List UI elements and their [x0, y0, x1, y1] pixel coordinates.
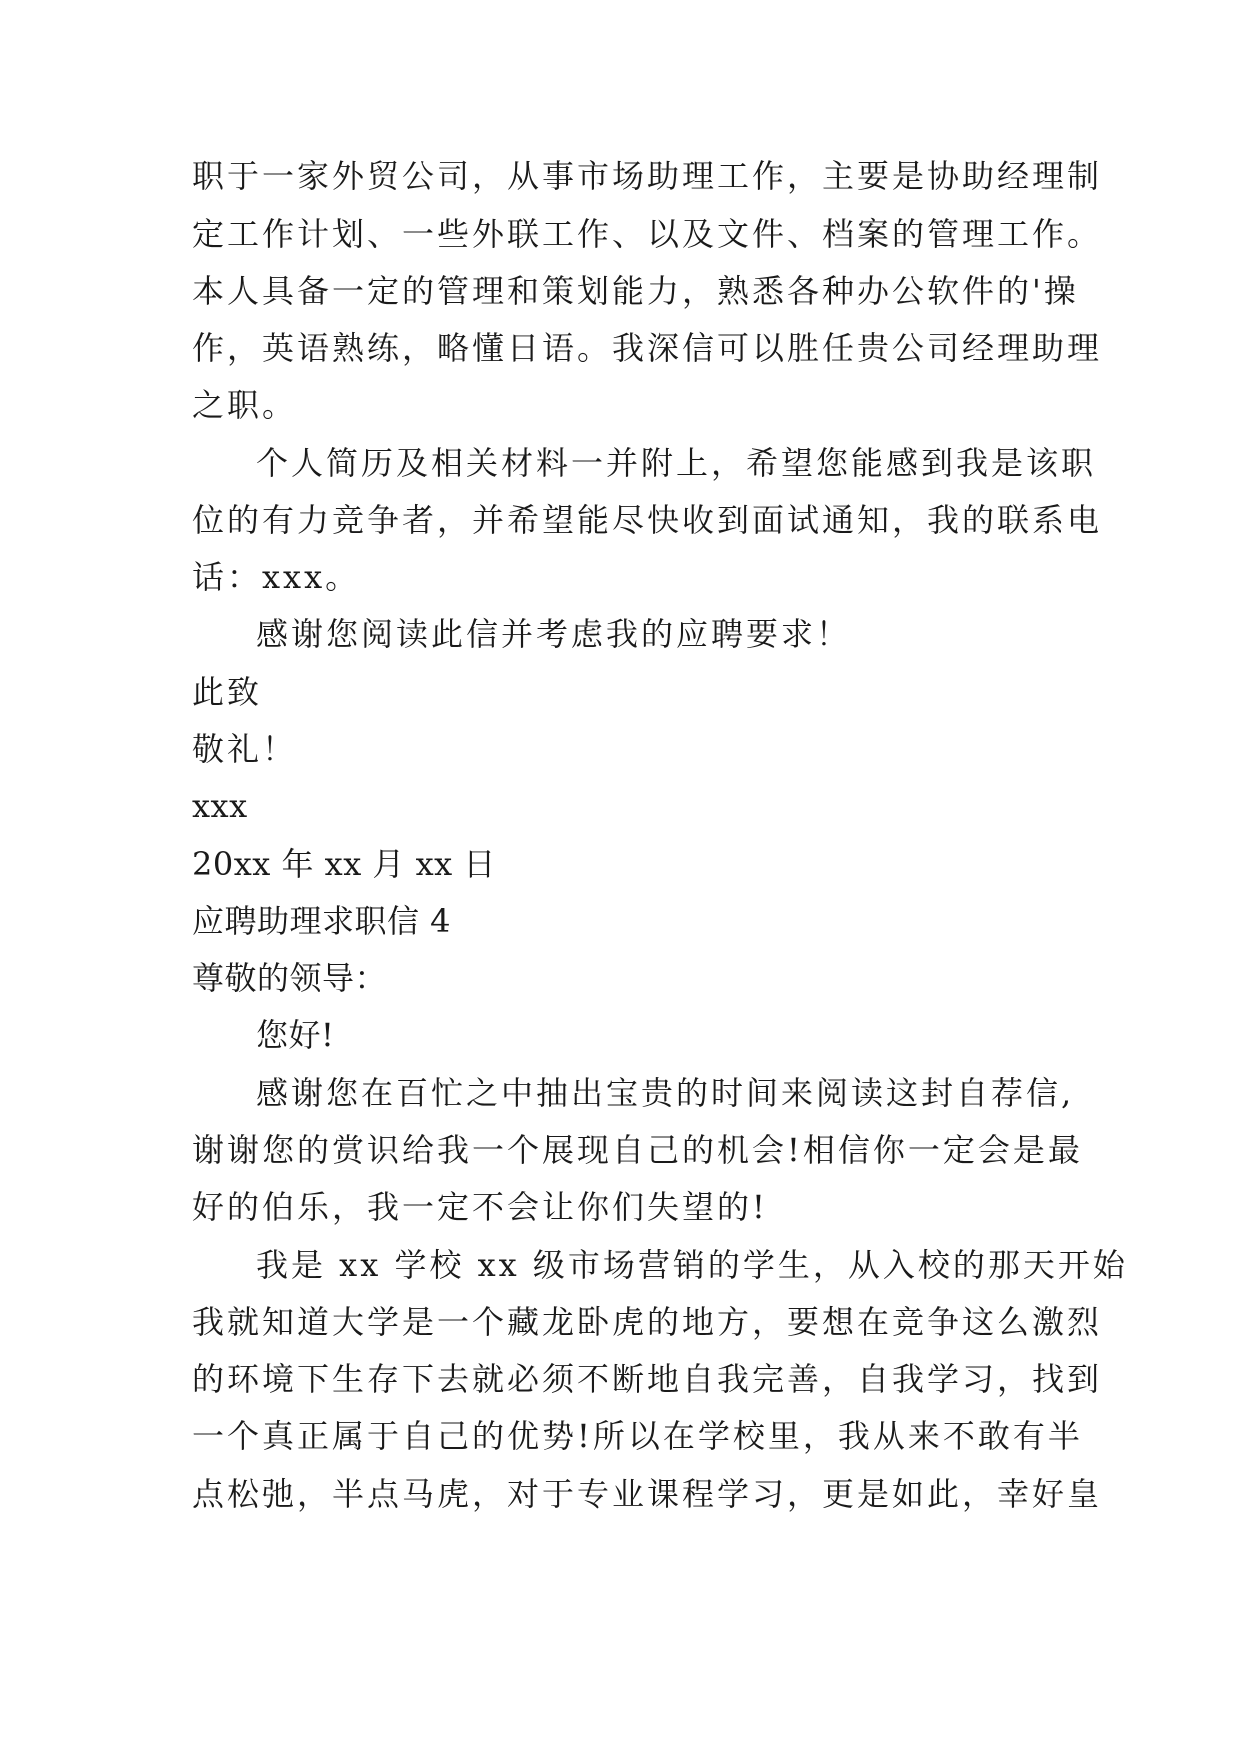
paragraph-line: 的环境下生存下去就必须不断地自我完善，自我学习，找到 — [192, 1360, 1103, 1398]
paragraph-line: 之职。 — [192, 386, 298, 424]
paragraph-line: 位的有力竞争者，并希望能尽快收到面试通知，我的联系电 — [192, 501, 1103, 539]
paragraph-line: 谢谢您的赏识给我一个展现自己的机会!相信你一定会是最 — [192, 1131, 1083, 1169]
paragraph-line: 定工作计划、一些外联工作、以及文件、档案的管理工作。 — [192, 215, 1103, 253]
paragraph-line: 我就知道大学是一个藏龙卧虎的地方，要想在竞争这么激烈 — [192, 1303, 1103, 1341]
paragraph-line: 感谢您在百忙之中抽出宝贵的时间来阅读这封自荐信, — [256, 1074, 1075, 1112]
paragraph-line: 一个真正属于自己的优势!所以在学校里，我从来不敢有半 — [192, 1417, 1083, 1455]
signature-date: 20xx 年 xx 月 xx 日 — [192, 845, 496, 883]
paragraph-line: 话：xxx。 — [192, 558, 361, 596]
signature-name: xxx — [192, 787, 248, 825]
closing-salutation: 敬礼！ — [192, 730, 298, 768]
section-title: 应聘助理求职信 4 — [192, 902, 452, 940]
paragraph-line: 职于一家外贸公司，从事市场助理工作，主要是协助经理制 — [192, 157, 1103, 195]
greeting: 尊敬的领导： — [192, 959, 388, 997]
paragraph-line: 本人具备一定的管理和策划能力，熟悉各种办公软件的'操 — [192, 272, 1079, 310]
paragraph-line: 我是 xx 学校 xx 级市场营销的学生，从入校的那天开始 — [256, 1246, 1128, 1284]
closing-line: 此致 — [192, 673, 263, 711]
paragraph-line: 作，英语熟练，略懂日语。我深信可以胜任贵公司经理助理 — [192, 329, 1103, 367]
paragraph-line: 感谢您阅读此信并考虑我的应聘要求！ — [256, 615, 852, 653]
paragraph-line: 好的伯乐，我一定不会让你们失望的! — [192, 1188, 768, 1226]
paragraph-line: 点松弛，半点马虎，对于专业课程学习，更是如此，幸好皇 — [192, 1475, 1103, 1513]
paragraph-line: 个人简历及相关材料一并附上，希望您能感到我是该职 — [256, 444, 1097, 482]
greeting-line: 您好! — [256, 1016, 335, 1054]
